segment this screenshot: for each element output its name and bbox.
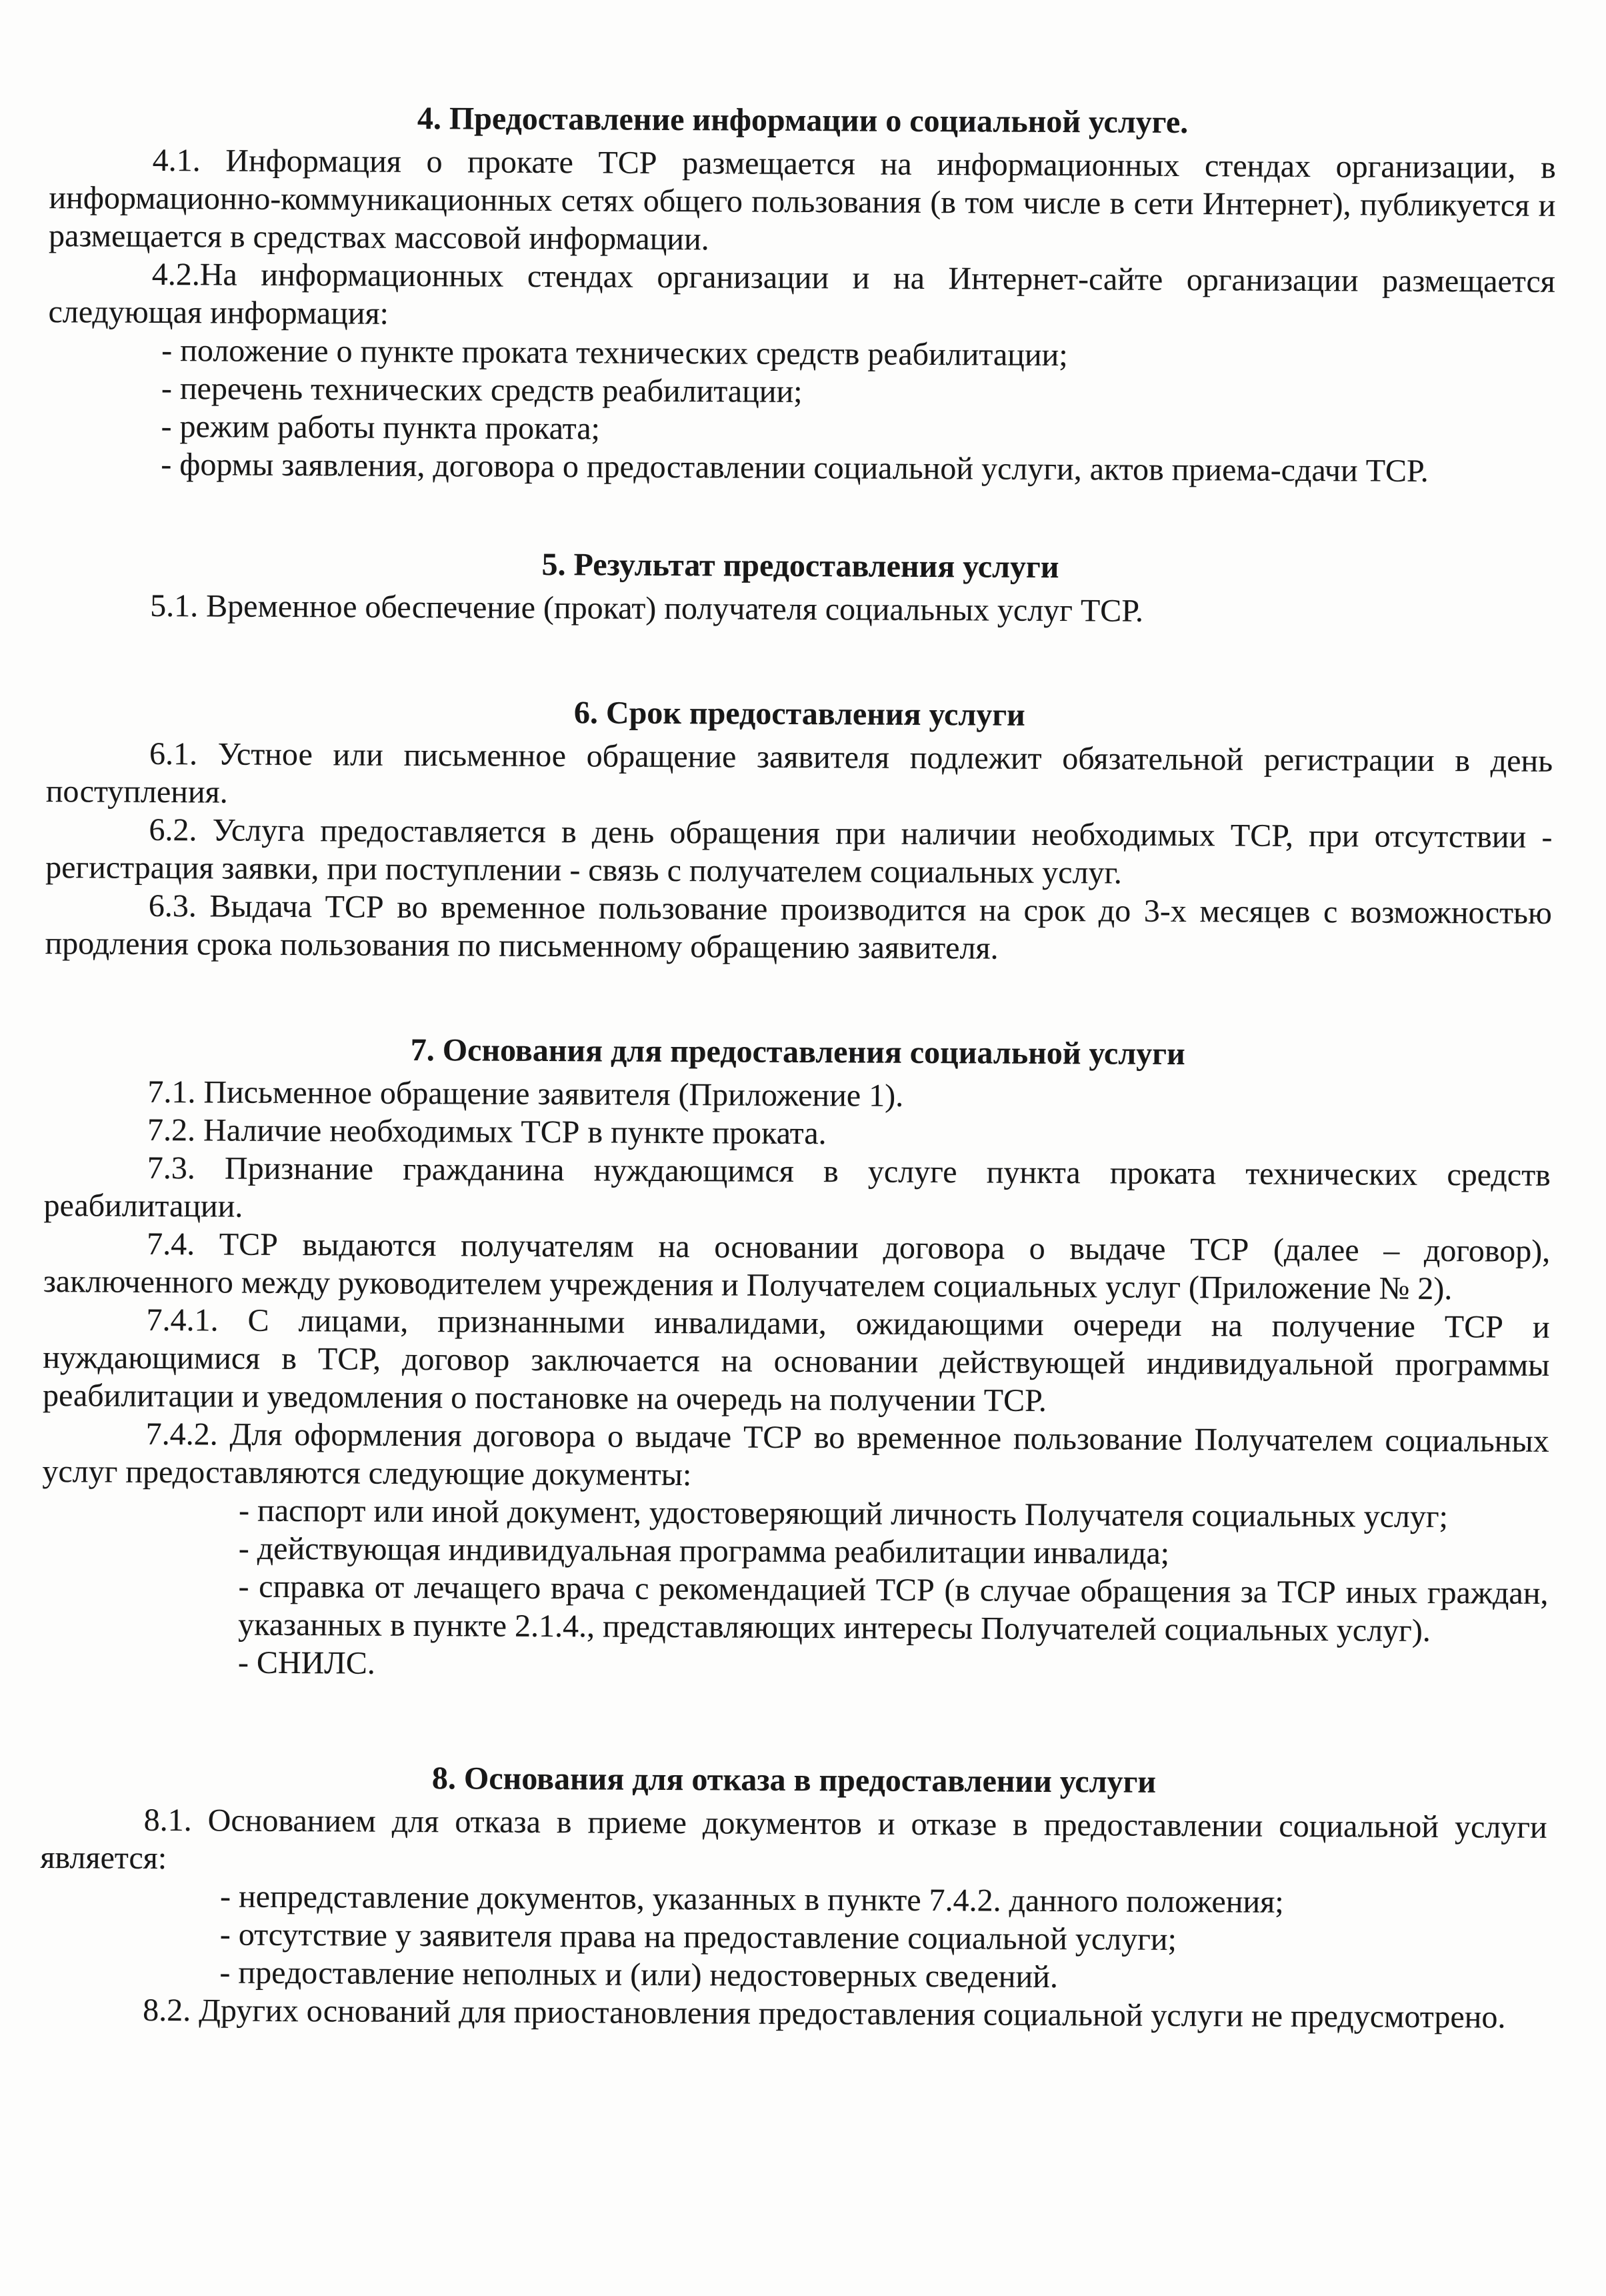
section-6-heading: 6. Срок предоставления услуги — [573, 695, 1025, 733]
section-refusal-grounds — [39, 1757, 1547, 2037]
list-item: - формы заявления, договора о предоставлении социальной услуги, актов приема-сдачи ТСР. — [161, 446, 1429, 489]
clause-7-4-2: 7.4.2. Для оформления договора о выдаче ТСР во временное пользование Получателем социальных услуг предоставляются следующие документы: — [42, 1416, 1549, 1493]
section-service-term — [45, 691, 1553, 970]
section-5-heading: 5. Результат предоставления услуги — [541, 546, 1059, 586]
list-item: - отсутствие у заявителя права на предоставление социальной услуги; — [219, 1917, 1177, 1957]
section-4-heading: 4. Предоставление информации о социальной услуге. — [417, 100, 1189, 141]
clause-7-1: 7.1. Письменное обращение заявителя (Приложение 1). — [147, 1074, 904, 1114]
section-8-heading: 8. Основания для отказа в предоставлении услуги — [431, 1761, 1157, 1800]
section-7-heading: 7. Основания для предоставления социальной услуги — [410, 1032, 1185, 1072]
clause-6-1: 6.1. Устное или письменное обращение заявителя подлежит обязательной регистрации в день поступления. — [45, 736, 1553, 810]
list-item: - действующая индивидуальная программа реабилитации инвалида; — [238, 1530, 1170, 1571]
clause-7-4-1: 7.4.1. С лицами, признанными инвалидами, ожидающими очереди на получение ТСР и нуждающимися в ТСР, договор заключается на основании действующей индивидуальной программы реабилитации и уведомления о постановке на очередь на получении ТСР. — [42, 1302, 1550, 1418]
list-item: - перечень технических средств реабилитации; — [161, 370, 803, 410]
clause-4-1: 4.1. Информация о прокате ТСР размещается на информационных стендах организации, в информационно-коммуникационных сетях общего пользования (в том числе в сети Интернет), публикуется и размещается в средствах массовой информации. — [48, 142, 1556, 257]
list-item: - предоставление неполных и (или) недостоверных сведений. — [219, 1955, 1059, 1995]
required-documents-list — [238, 1492, 1549, 1688]
information-items-list — [161, 331, 1555, 491]
clause-8-2: 8.2. Других оснований для приостановления предоставления социальной услуги не предусмотрено. — [143, 1992, 1506, 2035]
clause-7-3: 7.3. Признание гражданина нуждающимся в услуге пункта проката технических средств реабилитации. — [43, 1150, 1551, 1224]
list-item: - положение о пункте проката технических средств реабилитации; — [161, 332, 1068, 373]
list-item: - справка от лечащего врача с рекомендацией ТСР (в случае обращения за ТСР иных граждан, указанных в пункте 2.1.4., представляющих интересы Получателей социальных услуг). — [238, 1568, 1549, 1648]
section-service-grounds — [41, 1029, 1551, 1688]
list-item: - режим работы пункта проката; — [161, 408, 601, 447]
list-item: - непредставление документов, указанных в пункте 7.4.2. данного положения; — [219, 1879, 1284, 1920]
section-service-result — [47, 543, 1554, 632]
clause-7-4: 7.4. ТСР выдаются получателям на основании договора о выдаче ТСР (далее – договор), заключенного между руководителем учреждения и Получателем социальных услуг (Приложение № 2). — [43, 1226, 1551, 1307]
clause-6-3: 6.3. Выдача ТСР во временное пользование производится на срок до 3-х месяцев с возможностью продления срока пользования по письменному обращению заявителя. — [45, 888, 1552, 966]
clause-6-2: 6.2. Услуга предоставляется в день обращения при наличии необходимых ТСР, при отсутствии - регистрация заявки, при поступлении - связь с получателем социальных услуг. — [45, 812, 1553, 891]
clause-5-1: 5.1. Временное обеспечение (прокат) получателя социальных услуг ТСР. — [150, 588, 1144, 629]
list-item: - СНИЛС. — [237, 1644, 375, 1681]
clause-8-1: 8.1. Основанием для отказа в приеме документов и отказе в предоставлении социальной услуги является: — [40, 1802, 1547, 1877]
clause-7-2: 7.2. Наличие необходимых ТСР в пункте проката. — [147, 1112, 827, 1152]
refusal-reasons-list — [219, 1877, 1547, 1998]
clause-4-2: 4.2.На информационных стендах организации и на Интернет-сайте организации размещается следующая информация: — [48, 256, 1555, 331]
section-information-provision — [47, 97, 1556, 491]
list-item: - паспорт или иной документ, удостоверяющий личность Получателя социальных услуг; — [238, 1492, 1449, 1535]
